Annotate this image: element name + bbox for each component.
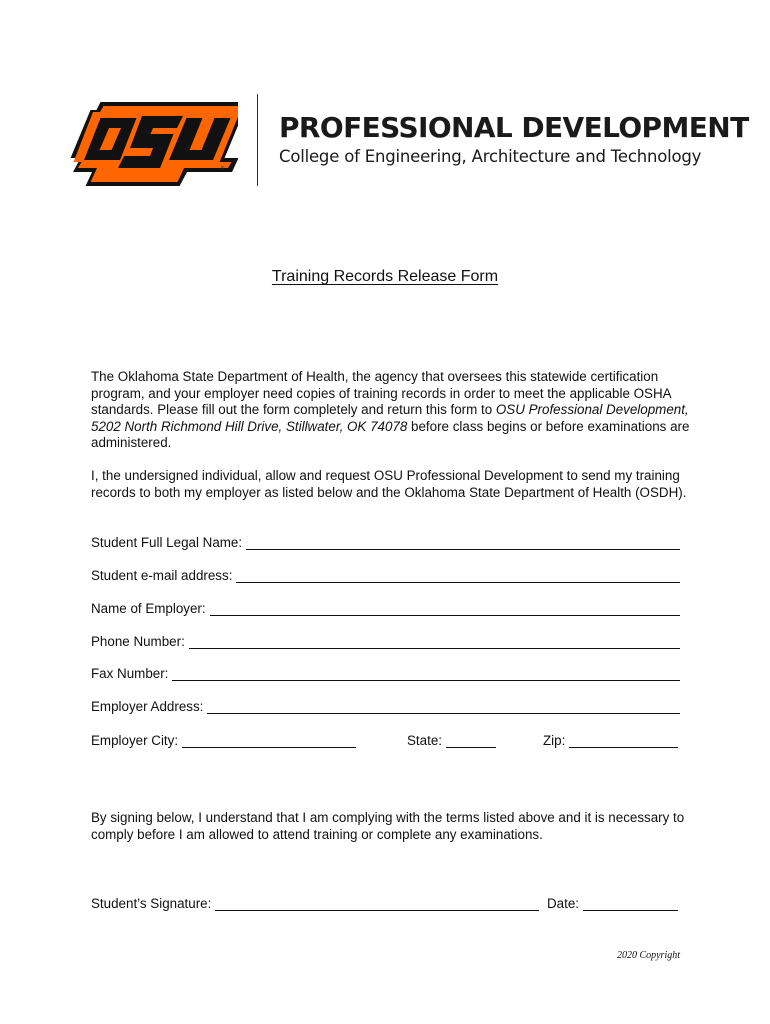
zip-field[interactable] (543, 728, 678, 748)
employer-address-label: Employer Address: (91, 699, 204, 714)
signature-line[interactable] (215, 895, 539, 911)
employer-name-line[interactable] (210, 600, 680, 616)
form-title: Training Records Release Form (271, 268, 499, 285)
fax-label: Fax Number: (91, 666, 169, 681)
intro-paragraph (91, 369, 691, 452)
date-field[interactable] (547, 891, 678, 911)
employer-city-label: Employer City: (91, 733, 179, 748)
signature-label: Student’s Signature: (91, 896, 212, 911)
phone-field[interactable] (91, 629, 680, 649)
employer-name-field[interactable] (91, 596, 680, 616)
employer-name-label: Name of Employer: (91, 601, 206, 616)
org-subtitle: College of Engineering, Architecture and Technology (279, 147, 702, 166)
signing-statement: By signing below, I understand that I am complying with the terms listed above and it is necessary to comply before I am allowed to attend training or complete any examinations. (91, 810, 685, 842)
student-name-label: Student Full Legal Name: (91, 535, 243, 550)
fax-line[interactable] (172, 665, 680, 681)
employer-city-line[interactable] (182, 732, 356, 748)
consent-paragraph: I, the undersigned individual, allow and request OSU Professional Development to send my training records to both my employer as listed below and the Oklahoma State Department of Health (OSDH). (91, 468, 687, 500)
intro-text-end: before class begins or before examinations are administered. (91, 418, 690, 451)
zip-label: Zip: (543, 733, 566, 748)
date-label: Date: (547, 896, 580, 911)
employer-address-line[interactable] (207, 698, 680, 714)
intro-address: OSU Professional Development, 5202 North Richmond Hill Drive, Stillwater, OK 74078 (91, 402, 689, 434)
student-name-line[interactable] (246, 534, 680, 550)
signature-field[interactable] (91, 891, 539, 911)
employer-city-field[interactable] (91, 728, 356, 748)
intro-text: The Oklahoma State Department of Health, the agency that oversees this statewide certification program, and your employer need copies of training records in order to meet the applicable OSHA standards. Please fill out the form completely and return this form to (91, 369, 671, 418)
state-line[interactable] (446, 732, 496, 748)
osu-logo-icon (62, 88, 238, 188)
header-divider (257, 94, 258, 186)
org-title: PROFESSIONAL DEVELOPMENT (279, 111, 749, 144)
state-label: State: (407, 733, 442, 748)
fax-field[interactable] (91, 661, 680, 681)
employer-address-field[interactable] (91, 694, 680, 714)
student-email-label: Student e-mail address: (91, 568, 233, 583)
date-line[interactable] (583, 895, 678, 911)
student-name-field[interactable] (91, 530, 680, 550)
student-email-field[interactable] (91, 563, 680, 583)
phone-line[interactable] (189, 633, 680, 649)
svg-text:®: ® (220, 166, 225, 172)
student-email-line[interactable] (236, 567, 680, 583)
state-field[interactable] (407, 728, 496, 748)
phone-label: Phone Number: (91, 634, 185, 649)
copyright-note: 2020 Copyright (616, 950, 680, 961)
zip-line[interactable] (569, 732, 678, 748)
